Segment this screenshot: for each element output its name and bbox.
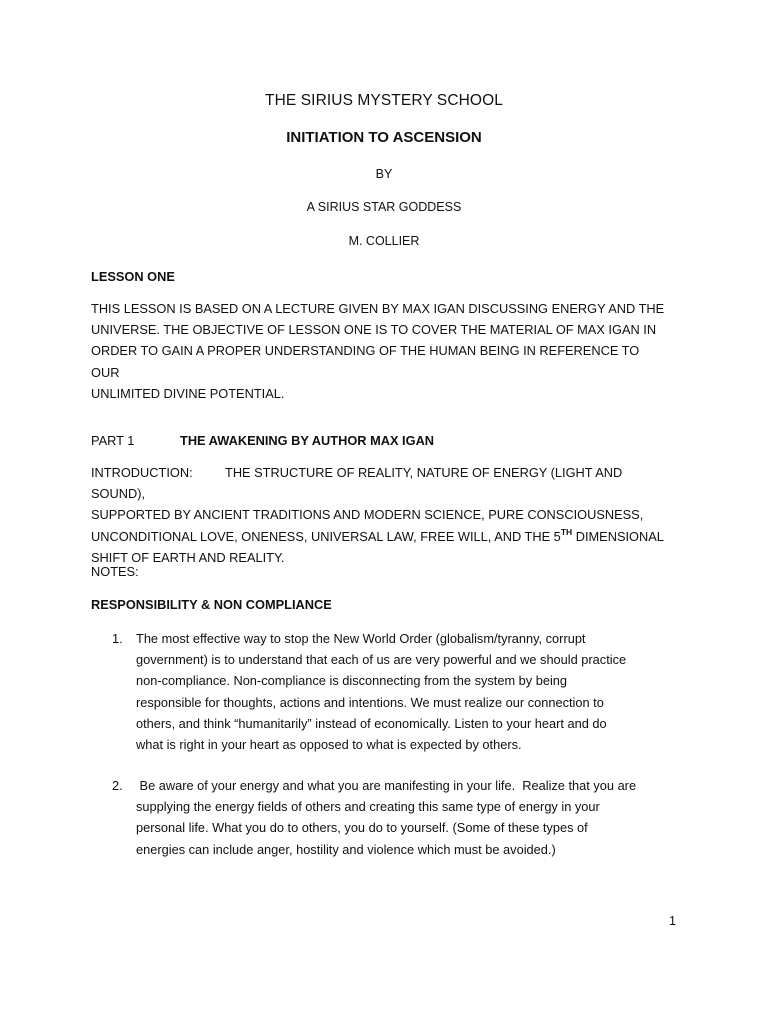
list-item [112,775,692,865]
responsibility-heading: RESPONSIBILITY & NON COMPLIANCE [91,597,332,612]
list-item-number: 2. [112,778,123,793]
author-name: M. COLLIER [348,234,420,248]
introduction-text: THE STRUCTURE OF REALITY, NATURE OF ENERGY (LIGHT AND SOUND), [91,465,623,502]
lesson-paragraph [91,298,671,404]
list-item-line: what is right in your heart as opposed to what is expected by others. [136,737,522,753]
list-item-line: energies can include anger, hostility and violence which must be avoided.) [136,841,556,857]
page-number: 1 [669,914,676,928]
list-item-line: supplying the energy fields of others and creating this same type of energy in your [136,799,600,815]
introduction-text: DIMENSIONAL [572,528,664,544]
introduction-paragraph [91,462,671,568]
list-item [112,628,692,758]
list-item-line: responsible for thoughts, actions and intentions. We must realize our connection to [136,694,604,710]
list-item-line: non-compliance. Non-compliance is disconnecting from the system by being [136,673,568,689]
introduction-text: UNCONDITIONAL LOVE, ONENESS, UNIVERSAL LAW, FREE WILL, AND THE 5 [91,528,561,544]
list-item-line: personal life. What you do to others, you do to yourself. (Some of these types of [136,820,588,836]
part-heading [91,430,434,451]
author-line: A SIRIUS STAR GODDESS [306,200,462,214]
list-item-number: 1. [112,631,123,646]
lesson-paragraph-line: UNLIMITED DIVINE POTENTIAL. [91,385,285,401]
list-item-line: government) is to understand that each of us are very powerful and we should practice [136,652,627,668]
list-item-text [136,628,692,755]
introduction-line: SHIFT OF EARTH AND REALITY. [91,549,285,565]
introduction-line: SUPPORTED BY ANCIENT TRADITIONS AND MODERN SCIENCE, PURE CONSCIOUSNESS, [91,507,644,523]
superscript-th: TH [560,526,573,537]
list-item-line: others, and think “humanitarily” instead of economically. Listen to your heart and do [136,715,607,731]
list-item-line: The most effective way to stop the New World Order (globalism/tyranny, corrupt [136,631,586,646]
document-title: INITIATION TO ASCENSION [286,129,482,146]
lesson-heading: LESSON ONE [91,269,175,284]
introduction-label: INTRODUCTION: [91,465,193,480]
by-line: BY [375,167,393,181]
lesson-paragraph-line: UNIVERSE. THE OBJECTIVE OF LESSON ONE IS TO COVER THE MATERIAL OF MAX IGAN IN [91,322,657,338]
introduction-line [91,462,671,504]
part-label: PART 1 [91,433,135,448]
list-item-line: Be aware of your energy and what you are manifesting in your life. Realize that you are [136,778,637,793]
introduction-line [91,526,671,547]
school-title: THE SIRIUS MYSTERY SCHOOL [265,92,503,109]
part-title: THE AWAKENING BY AUTHOR MAX IGAN [180,433,435,448]
lesson-paragraph-line: ORDER TO GAIN A PROPER UNDERSTANDING OF THE HUMAN BEING IN REFERENCE TO OUR [91,343,640,380]
list-item-text [136,775,692,860]
notes-label: NOTES: [91,564,139,579]
lesson-paragraph-line: THIS LESSON IS BASED ON A LECTURE GIVEN BY MAX IGAN DISCUSSING ENERGY AND THE [91,301,665,316]
